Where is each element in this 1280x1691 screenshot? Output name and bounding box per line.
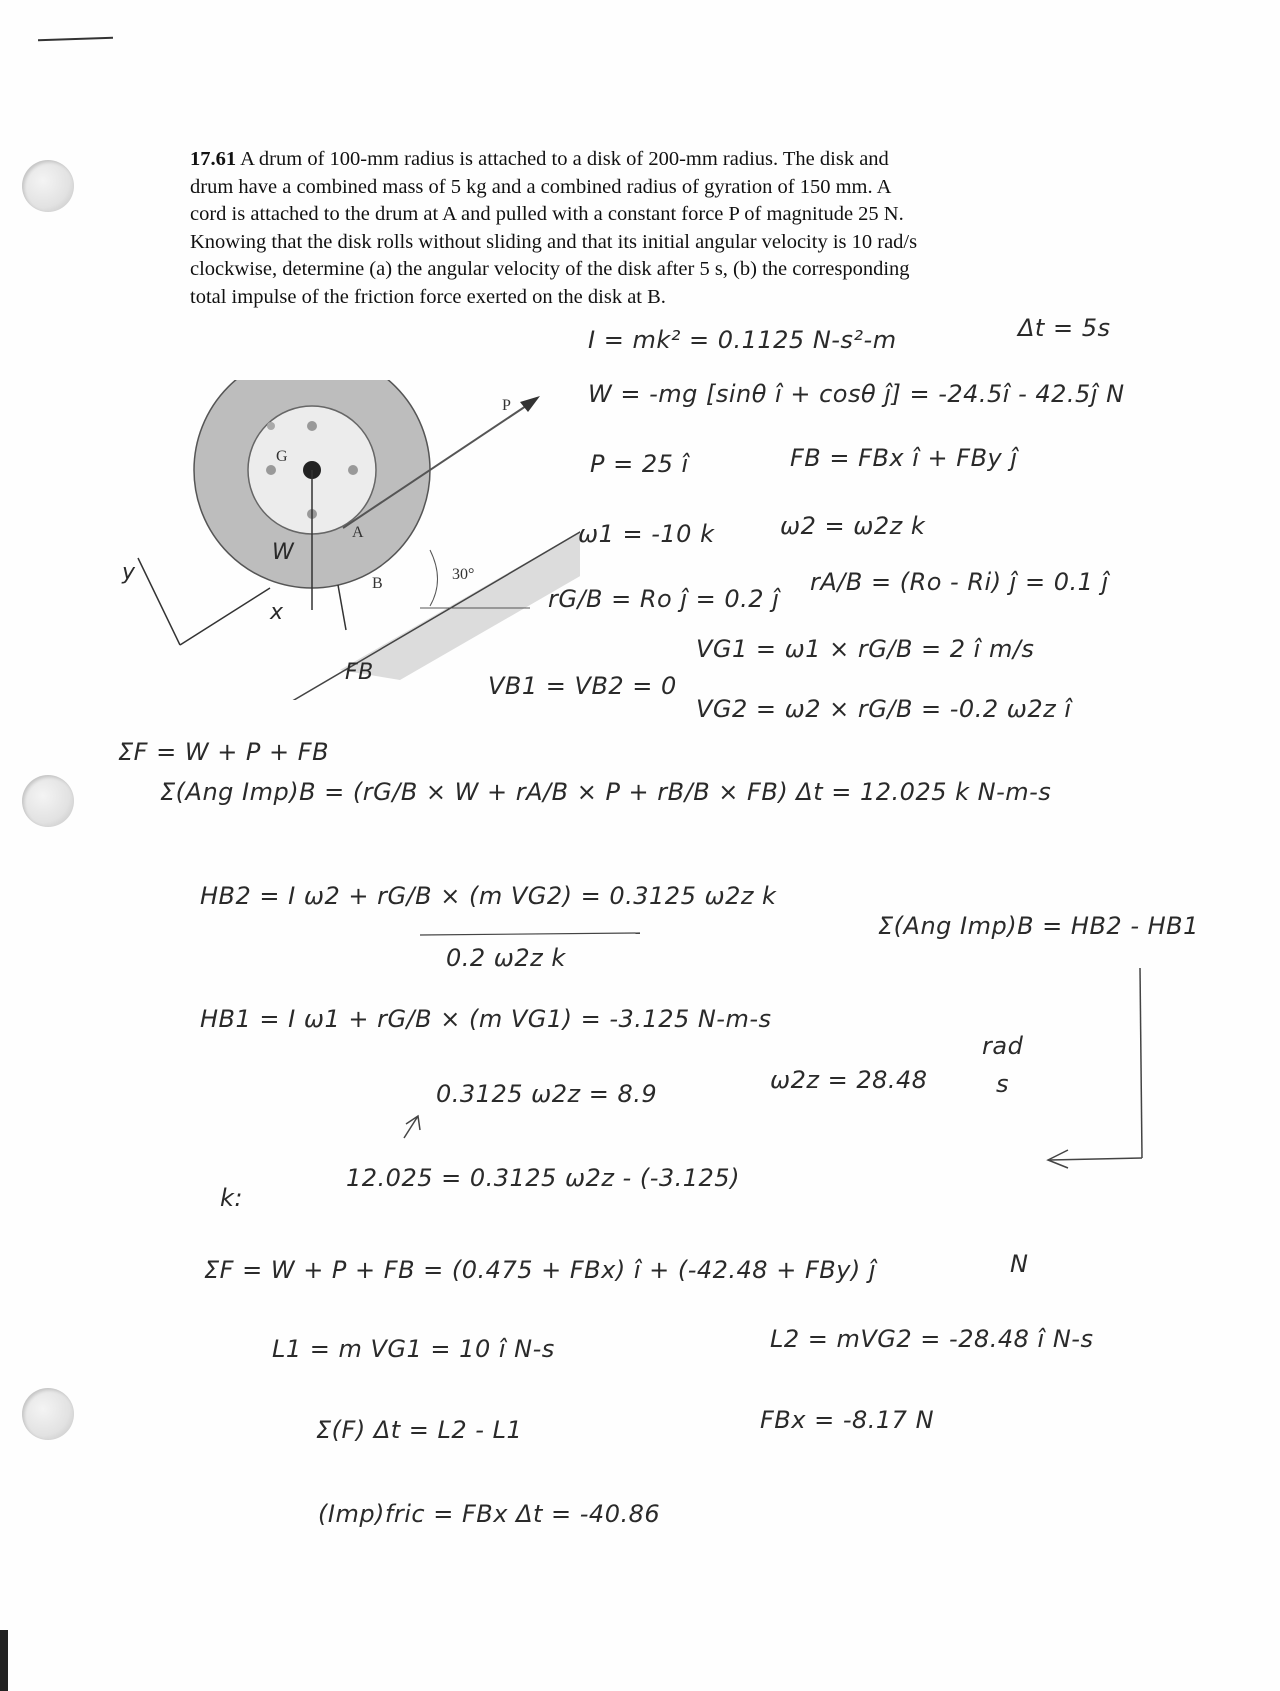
problem-line: Knowing that the disk rolls without sliding and that its initial angular velocity is 10 rad/s [190, 230, 918, 253]
sol-rGB: rG/B = Ro ĵ = 0.2 ĵ [548, 585, 780, 613]
label-W: W [272, 540, 295, 565]
underline [420, 933, 640, 935]
scan-edge [0, 1630, 8, 1691]
problem-line: 17.61 A drum of 100-mm radius is attached to a disk of 200-mm radius. The disk and [190, 148, 889, 170]
sol-VB: VB1 = VB2 = 0 [488, 672, 677, 700]
sol-HB2-note: 0.2 ω2z k [446, 944, 566, 972]
force-arrow-head [520, 396, 540, 412]
sol-k-eq: 12.025 = 0.3125 ω2z - (-3.125) [346, 1164, 740, 1192]
sol-FB: FB = FBx î + FBy ĵ [790, 444, 1018, 472]
sol-inertia: I = mk² = 0.1125 N-s²-m [588, 326, 897, 354]
bracket-arrow [1048, 1150, 1068, 1168]
label-angle: 30° [452, 566, 475, 583]
sol-HB2: HB2 = I ω2 + rG/B × (m VG2) = 0.3125 ω2z k [200, 882, 777, 910]
sol-imp-fric: (Imp)fric = FBx Δt = -40.86 [318, 1500, 661, 1528]
sol-k-label: k: [220, 1184, 243, 1212]
sol-rad: rad [982, 1032, 1024, 1060]
label-G: G [276, 448, 288, 465]
problem-line: drum have a combined mass of 5 kg and a combined radius of gyration of 150 mm. A [190, 175, 892, 198]
sol-L1: L1 = m VG1 = 10 î N-s [272, 1335, 555, 1363]
sol-VG2: VG2 = ω2 × rG/B = -0.2 ω2z î [696, 695, 1072, 723]
label-B: B [372, 575, 383, 592]
sol-per-s: s [996, 1070, 1010, 1098]
y-axis-sketch [138, 558, 180, 645]
label-FB: FB [345, 660, 374, 685]
label-x: x [270, 600, 284, 625]
label-y: y [122, 560, 136, 585]
friction-arrow [338, 585, 346, 630]
sol-w2z: ω2z = 28.48 [770, 1066, 928, 1094]
problem-line: clockwise, determine (a) the angular velocity of the disk after 5 s, (b) the corresponding [190, 258, 910, 280]
sol-weight: W = -mg [sinθ î + cosθ ĵ] = -24.5î - 42.5ĵ N [588, 380, 1125, 408]
problem-statement [190, 146, 1090, 311]
pointer-arrow-head [406, 1116, 420, 1130]
sol-impulse-linear: Σ(F) Δt = L2 - L1 [316, 1416, 523, 1444]
sol-FBx: FBx = -8.17 N [760, 1406, 935, 1434]
punch-hole-bottom [22, 1388, 74, 1440]
sol-sumF: ΣF = W + P + FB [118, 738, 330, 766]
punch-hole-middle [22, 775, 74, 827]
sol-HB1: HB1 = I ω1 + rG/B × (m VG1) = -3.125 N-m-s [200, 1005, 772, 1033]
bolt [307, 421, 317, 431]
sol-VG1: VG1 = ω1 × rG/B = 2 î m/s [696, 635, 1035, 663]
pointer-arrow [404, 1116, 418, 1138]
problem-line: cord is attached to the drum at A and pulled with a constant force P of magnitude 25 N. [190, 203, 904, 225]
sol-L2: L2 = mVG2 = -28.48 î N-s [770, 1325, 1094, 1353]
sol-impulse-momentum: Σ(Ang Imp)B = HB2 - HB1 [878, 912, 1199, 940]
scan-mark [38, 37, 113, 42]
x-axis-sketch [180, 588, 270, 645]
sol-w2: ω2 = ω2z k [780, 512, 926, 540]
bracket-horizontal [1050, 1158, 1142, 1160]
sol-P: P = 25 î [590, 450, 689, 478]
sol-ang-imp: Σ(Ang Imp)B = (rG/B × W + rA/B × P + rB/B × FB) Δt = 12.025 k N-m-s [160, 778, 1052, 806]
label-A: A [352, 524, 364, 541]
bolt [267, 422, 275, 430]
bolt [266, 465, 276, 475]
angle-arc [430, 550, 438, 606]
disk-figure [100, 380, 580, 700]
problem-number: 17.61 [190, 148, 237, 170]
label-P: P [502, 397, 511, 414]
sol-rAB: rA/B = (Ro - Ri) ĵ = 0.1 ĵ [810, 568, 1109, 596]
sol-eq: 0.3125 ω2z = 8.9 [436, 1080, 658, 1108]
bolt [348, 465, 358, 475]
sol-w1: ω1 = -10 k [578, 520, 715, 548]
sol-sumF2: ΣF = W + P + FB = (0.475 + FBx) î + (-42.48 + FBy) ĵ [204, 1256, 877, 1284]
bracket-vertical [1140, 968, 1142, 1158]
problem-line: total impulse of the friction force exerted on the disk at B. [190, 285, 666, 308]
sol-sumF2-unit: N [1010, 1250, 1029, 1278]
punch-hole-top [22, 160, 74, 212]
sol-dt: Δt = 5s [1018, 314, 1111, 342]
